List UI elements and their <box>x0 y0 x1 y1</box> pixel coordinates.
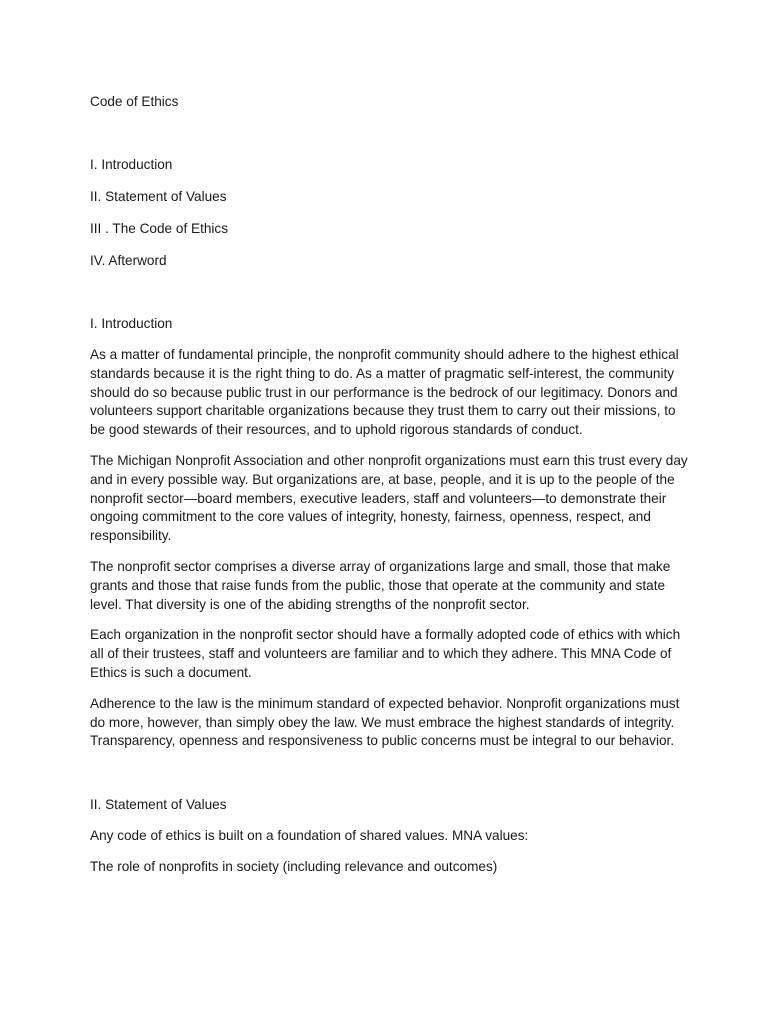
paragraph: The role of nonprofits in society (including relevance and outcomes) <box>90 858 498 874</box>
paragraph: Any code of ethics is built on a foundation of shared values. MNA values: <box>90 828 529 844</box>
toc-item-statement-of-values: II. Statement of Values <box>90 189 227 204</box>
toc-item-introduction: I. Introduction <box>90 157 173 172</box>
paragraph: The Michigan Nonprofit Association and other nonprofit organizations must earn this trust every day and in every possible way. But organizations are, at base, people, and it is up to the people of the nonprofit sector—board members, executive leaders, staff and volunteers—to demonstrate their ongoing commitment to the core values of integrity, honesty, fairness, openness, respect, and responsibility. <box>90 452 688 544</box>
section-statement-of-values <box>90 795 690 877</box>
paragraph: Adherence to the law is the minimum standard of expected behavior. Nonprofit organizations must do more, however, than simply obey the law. We must embrace the highest standards of integrity. Transparency, openness and responsiveness to public concerns must be integral to our behavior. <box>90 695 680 749</box>
toc-item-afterword: IV. Afterword <box>90 253 167 268</box>
paragraph: As a matter of fundamental principle, the nonprofit community should adhere to the highest ethical standards because it is the right thing to do. As a matter of pragmatic self-interest, the community should do so because public trust in our performance is the bedrock of our legitimacy. Donors and volunteers support charitable organizations because they trust them to carry out their missions, to be good stewards of their resources, and to uphold rigorous standards of conduct. <box>90 347 679 438</box>
section-heading: II. Statement of Values <box>90 797 227 813</box>
paragraph: Each organization in the nonprofit sector should have a formally adopted code of ethics with which all of their trustees, staff and volunteers are familiar and to which they adhere. This MNA Code of Ethics is such a document. <box>90 627 681 680</box>
document-page <box>90 92 690 889</box>
toc-item-code-of-ethics: III . The Code of Ethics <box>90 221 229 236</box>
section-introduction <box>90 314 690 751</box>
document-title: Code of Ethics <box>90 94 179 109</box>
section-spacer <box>90 763 690 795</box>
section-heading: I. Introduction <box>90 316 173 331</box>
paragraph: The nonprofit sector comprises a diverse array of organizations large and small, those that make grants and those that raise funds from the public, those that operate at the community and state level. That diversity is one of the abiding strengths of the nonprofit sector. <box>90 558 671 612</box>
table-of-contents <box>90 155 690 270</box>
